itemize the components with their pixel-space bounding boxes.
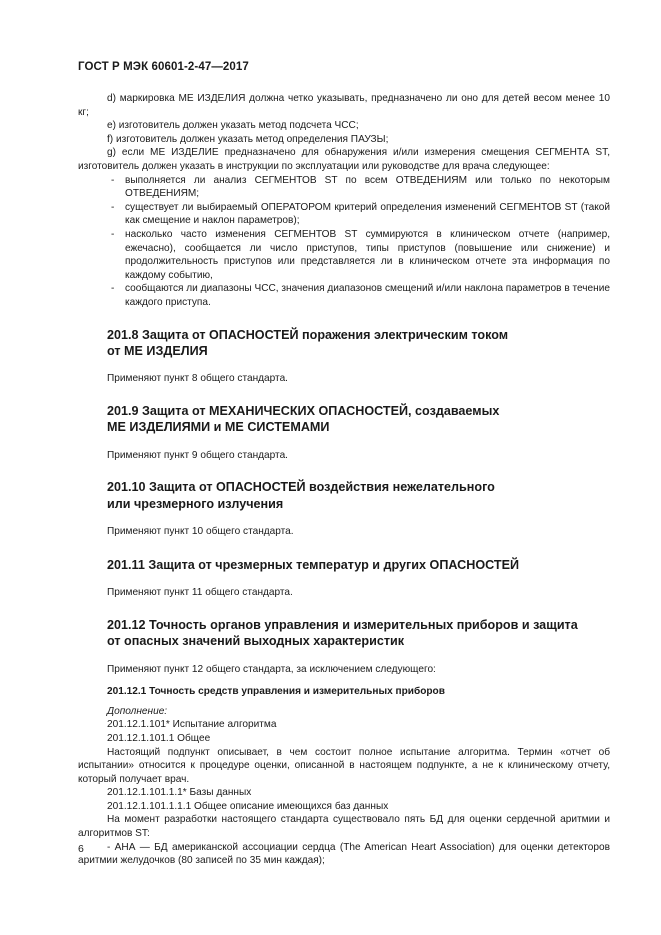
clause-201-12-1-101-1-1: 201.12.1.101.1.1* Базы данных [107, 787, 252, 799]
subsection-heading-201-12-1: 201.12.1 Точность средств управления и измерительных приборов [107, 686, 445, 698]
clause-201-12-1-101-1: 201.12.1.101.1 Общее [107, 732, 211, 744]
item-g: g) если МЕ ИЗДЕЛИЕ предназначено для обнаружения и/или измерения смещения СЕГМЕНТА ST, изготовитель должен указать в инструкции по эксплуатации или руководстве для врача следующее: [78, 147, 610, 172]
addition-label: Дополнение: [107, 705, 168, 717]
item-e: е) изготовитель должен указать метод подсчета ЧСС; [107, 120, 359, 132]
section-heading-201-9: 201.9 Защита от МЕХАНИЧЕСКИХ ОПАСНОСТЕЙ, создаваемых МЕ ИЗДЕЛИЯМИ и МЕ СИСТЕМАМИ [107, 403, 500, 435]
item-d: d) маркировка МЕ ИЗДЕЛИЯ должна четко указывать, предназначено ли оно для детей весом менее 10 кг; [78, 93, 610, 118]
page-number: 6 [78, 843, 84, 855]
section-heading-201-11: 201.11 Защита от чрезмерных температур и других ОПАСНОСТЕЙ [107, 557, 520, 572]
section-body-201-11: Применяют пункт 11 общего стандарта. [107, 587, 293, 599]
document-header: ГОСТ Р МЭК 60601-2-47—2017 [78, 61, 249, 73]
bullet-text: выполняется ли анализ СЕГМЕНТОВ ST по всем ОТВЕДЕНИЯМ или только по некоторым ОТВЕДЕНИЯМ; [125, 174, 610, 200]
bullet-dash: - [111, 174, 115, 186]
bullet-dash: - [111, 228, 115, 240]
paragraph-aha-database: - АНА — БД американской ассоциации сердца (The American Heart Association) для оценки детекторов аритмии желудочков (80 записей по 35 мин каждая); [78, 841, 610, 867]
list-item [78, 228, 610, 282]
clause-201-12-1-101: 201.12.1.101* Испытание алгоритма [107, 719, 277, 731]
section-body-201-9: Применяют пункт 9 общего стандарта. [107, 449, 288, 461]
section-heading-201-10: 201.10 Защита от ОПАСНОСТЕЙ воздействия нежелательного или чрезмерного излучения [107, 480, 495, 511]
bullet-dash: - [111, 283, 115, 295]
section-heading-201-12: 201.12 Точность органов управления и измерительных приборов и защита от опасных значений выходных характеристик [107, 617, 578, 649]
section-body-201-12: Применяют пункт 12 общего стандарта, за исключением следующего: [107, 663, 436, 675]
list-item [78, 174, 610, 201]
section-body-201-8: Применяют пункт 8 общего стандарта. [107, 373, 288, 385]
item-f: f) изготовитель должен указать метод определения ПАУЗЫ; [107, 133, 389, 145]
bullet-text: сообщаются ли диапазоны ЧСС, значения диапазонов смещений и/или наклона параметров в течение каждого приступа. [125, 283, 610, 308]
clause-201-12-1-101-1-1-1: 201.12.1.101.1.1.1 Общее описание имеющихся баз данных [107, 800, 389, 812]
list-item [78, 282, 610, 309]
bullet-text: насколько часто изменения СЕГМЕНТОВ ST суммируются в клиническом отчете (например, ежечасно), сообщается ли число приступов, типы приступов (повышение или снижение) и продолжительность приступов или представляется ли в клиническом отчете эта информация по каждому событию, [125, 228, 610, 281]
paragraph-algorithm-test: Настоящий подпункт описывает, в чем состоит полное испытание алгоритма. Термин «отчет об испытании» относится к процедуре оценки, описанной в настоящем подпункте, а не к клиническому отчету, который получает врач. [78, 746, 610, 785]
section-heading-201-8: 201.8 Защита от ОПАСНОСТЕЙ поражения электрическим током от МЕ ИЗДЕЛИЯ [107, 327, 509, 358]
bullet-dash: - [111, 201, 115, 213]
paragraph-databases: На момент разработки настоящего стандарта существовало пять БД для оценки сердечной аритмии и алгоритмов ST: [78, 814, 610, 840]
bullet-text: существует ли выбираемый ОПЕРАТОРОМ критерий определения изменений СЕГМЕНТОВ ST (такой как смещение и наклон параметров); [125, 201, 610, 227]
list-item [78, 201, 610, 228]
section-body-201-10: Применяют пункт 10 общего стандарта. [107, 526, 294, 538]
document-body [78, 92, 610, 868]
